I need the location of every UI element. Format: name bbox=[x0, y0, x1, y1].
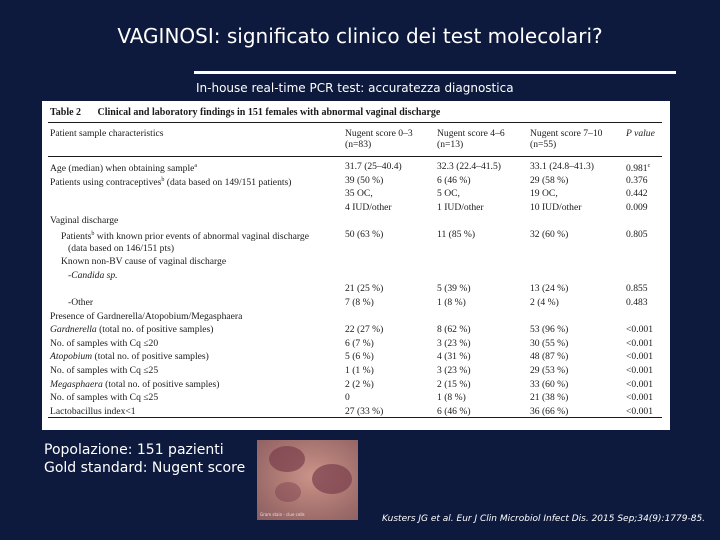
row-label: (data based on 146/151 pts) bbox=[68, 242, 175, 254]
row-label: Lactobacillus index<1 bbox=[50, 405, 136, 417]
table-row bbox=[42, 243, 670, 254]
header-p-value: P value bbox=[626, 128, 655, 139]
table-row bbox=[42, 297, 670, 308]
cell-v3: 48 (87 %) bbox=[530, 351, 569, 363]
table-header-row bbox=[42, 128, 670, 152]
table-top-rule bbox=[48, 122, 662, 123]
cell-v1: 35 OC, bbox=[345, 188, 373, 200]
cell-v2: 1 (8 %) bbox=[437, 392, 466, 404]
table-caption-text: Clinical and laboratory findings in 151 females with abnormal vaginal discharge bbox=[97, 107, 441, 118]
table-row bbox=[42, 365, 670, 376]
cell-v3: 10 IUD/other bbox=[530, 201, 582, 213]
cell-blob bbox=[269, 446, 305, 472]
table-caption bbox=[50, 107, 440, 118]
table-bottom-rule bbox=[48, 417, 662, 418]
header-nugent-7-10: Nugent score 7–10 (n=55) bbox=[530, 128, 603, 150]
cell-v3: 33 (60 %) bbox=[530, 378, 569, 390]
cell-v3: 21 (38 %) bbox=[530, 392, 569, 404]
table-row bbox=[42, 324, 670, 335]
header-nugent-4-6: Nugent score 4–6 (n=13) bbox=[437, 128, 505, 150]
cell-v3: 19 OC, bbox=[530, 188, 558, 200]
table-row bbox=[42, 256, 670, 267]
row-label: Known non-BV cause of vaginal discharge bbox=[61, 256, 227, 268]
row-label: Atopobium (total no. of positive samples) bbox=[50, 351, 209, 363]
table-row bbox=[42, 202, 670, 213]
cell-blob bbox=[312, 464, 352, 494]
cell-v3: 32 (60 %) bbox=[530, 229, 569, 240]
cell-v1: 21 (25 %) bbox=[345, 283, 384, 295]
table-row bbox=[42, 351, 670, 362]
cell-v2: 4 (31 %) bbox=[437, 351, 471, 363]
cell-v2: 8 (62 %) bbox=[437, 324, 471, 336]
cell-v3: 53 (96 %) bbox=[530, 324, 569, 336]
cell-p: 0.805 bbox=[626, 229, 648, 240]
table-row bbox=[42, 229, 670, 243]
cell-v2: 3 (23 %) bbox=[437, 337, 471, 349]
slide-subtitle: In-house real-time PCR test: accuratezza diagnostica bbox=[196, 81, 514, 95]
table-row bbox=[42, 379, 670, 390]
cell-v2: 1 IUD/other bbox=[437, 201, 484, 213]
cell-v1: 39 (50 %) bbox=[345, 174, 384, 186]
cell-v1: 2 (2 %) bbox=[345, 378, 374, 390]
row-label: -Candida sp. bbox=[68, 269, 118, 281]
row-label: Presence of Gardnerella/Atopobium/Megasphaera bbox=[50, 310, 243, 322]
cell-v1: 1 (1 %) bbox=[345, 365, 374, 376]
cell-v1: 4 IUD/other bbox=[345, 201, 392, 213]
microscopy-image bbox=[257, 440, 358, 520]
cell-v2: 2 (15 %) bbox=[437, 378, 471, 390]
row-label: Patients$^b$ with known prior events of abnormal vaginal discharge bbox=[61, 231, 309, 243]
cell-v3: 2 (4 %) bbox=[530, 297, 559, 308]
reference-citation: Kusters JG et al. Eur J Clin Microbiol Infect Dis. 2015 Sep;34(9):1779-85. bbox=[382, 514, 706, 524]
table-row bbox=[42, 215, 670, 226]
row-label: Vaginal discharge bbox=[50, 215, 119, 227]
cell-p: 0.376 bbox=[626, 174, 648, 186]
cell-v1: 50 (63 %) bbox=[345, 229, 384, 240]
cell-blob bbox=[275, 482, 301, 502]
caption-block bbox=[44, 441, 245, 477]
cell-v3: 36 (66 %) bbox=[530, 405, 569, 417]
slide-title: VAGINOSI: significato clinico dei test molecolari? bbox=[117, 24, 603, 48]
cell-v1: 22 (27 %) bbox=[345, 324, 384, 336]
table-row bbox=[42, 270, 670, 281]
cell-p: 0.981$^c$ bbox=[626, 163, 651, 175]
table-row bbox=[42, 406, 670, 417]
cell-p: 0.483 bbox=[626, 297, 648, 308]
cell-v2: 3 (23 %) bbox=[437, 365, 471, 376]
row-label: No. of samples with Cq ≤25 bbox=[50, 392, 159, 404]
table-row bbox=[42, 188, 670, 199]
cell-v2: 1 (8 %) bbox=[437, 297, 466, 308]
table-row bbox=[42, 392, 670, 403]
cell-v2: 5 (39 %) bbox=[437, 283, 471, 295]
row-label: Patients using contraceptives$^b$ (data based on 149/151 patients) bbox=[50, 176, 292, 188]
row-label: Megasphaera (total no. of positive samples) bbox=[50, 378, 220, 390]
cell-v1: 31.7 (25–40.4) bbox=[345, 161, 402, 172]
cell-v2: 32.3 (22.4–41.5) bbox=[437, 161, 501, 172]
row-label: Age (median) when obtaining sample$^a$ bbox=[50, 163, 198, 175]
cell-p: <0.001 bbox=[626, 392, 653, 404]
title-divider bbox=[194, 71, 676, 74]
cell-v2: 6 (46 %) bbox=[437, 405, 471, 417]
table-row bbox=[42, 338, 670, 349]
cell-p: <0.001 bbox=[626, 365, 653, 376]
table-row bbox=[42, 175, 670, 186]
cell-v2: 11 (85 %) bbox=[437, 229, 476, 240]
cell-v3: 33.1 (24.8–41.3) bbox=[530, 161, 594, 172]
row-label: No. of samples with Cq ≤20 bbox=[50, 337, 159, 349]
table-number: Table 2 bbox=[50, 107, 82, 118]
cell-v3: 29 (53 %) bbox=[530, 365, 569, 376]
cell-p: <0.001 bbox=[626, 337, 653, 349]
cell-p: <0.001 bbox=[626, 405, 653, 417]
cell-v1: 27 (33 %) bbox=[345, 405, 384, 417]
cell-v1: 6 (7 %) bbox=[345, 337, 374, 349]
cell-p: <0.001 bbox=[626, 324, 653, 336]
cell-v3: 30 (55 %) bbox=[530, 337, 569, 349]
table-row bbox=[42, 161, 670, 175]
cell-p: 0.009 bbox=[626, 201, 648, 213]
row-label: -Other bbox=[68, 297, 94, 308]
cell-v2: 6 (46 %) bbox=[437, 174, 471, 186]
table-row bbox=[42, 283, 670, 294]
row-label: No. of samples with Cq ≤25 bbox=[50, 365, 159, 376]
table-header-rule bbox=[48, 156, 662, 157]
cell-v2: 5 OC, bbox=[437, 188, 460, 200]
cell-v1: 0 bbox=[345, 392, 350, 404]
cell-p: <0.001 bbox=[626, 351, 653, 363]
row-label: Gardnerella (total no. of positive samples) bbox=[50, 324, 214, 336]
table-row bbox=[42, 311, 670, 322]
cell-p: 0.855 bbox=[626, 283, 648, 295]
header-characteristics: Patient sample characteristics bbox=[50, 128, 164, 139]
population-caption: Popolazione: 151 pazienti bbox=[44, 442, 224, 458]
cell-v3: 13 (24 %) bbox=[530, 283, 569, 295]
image-credit: Gram stain - clue cells bbox=[260, 512, 305, 517]
cell-p: <0.001 bbox=[626, 378, 653, 390]
clinical-findings-table bbox=[42, 101, 670, 430]
cell-v1: 5 (6 %) bbox=[345, 351, 374, 363]
gold-standard-caption: Gold standard: Nugent score bbox=[44, 460, 246, 476]
cell-p: 0.442 bbox=[626, 188, 648, 200]
cell-v3: 29 (58 %) bbox=[530, 174, 569, 186]
cell-v1: 7 (8 %) bbox=[345, 297, 374, 308]
header-nugent-0-3: Nugent score 0–3 (n=83) bbox=[345, 128, 413, 150]
